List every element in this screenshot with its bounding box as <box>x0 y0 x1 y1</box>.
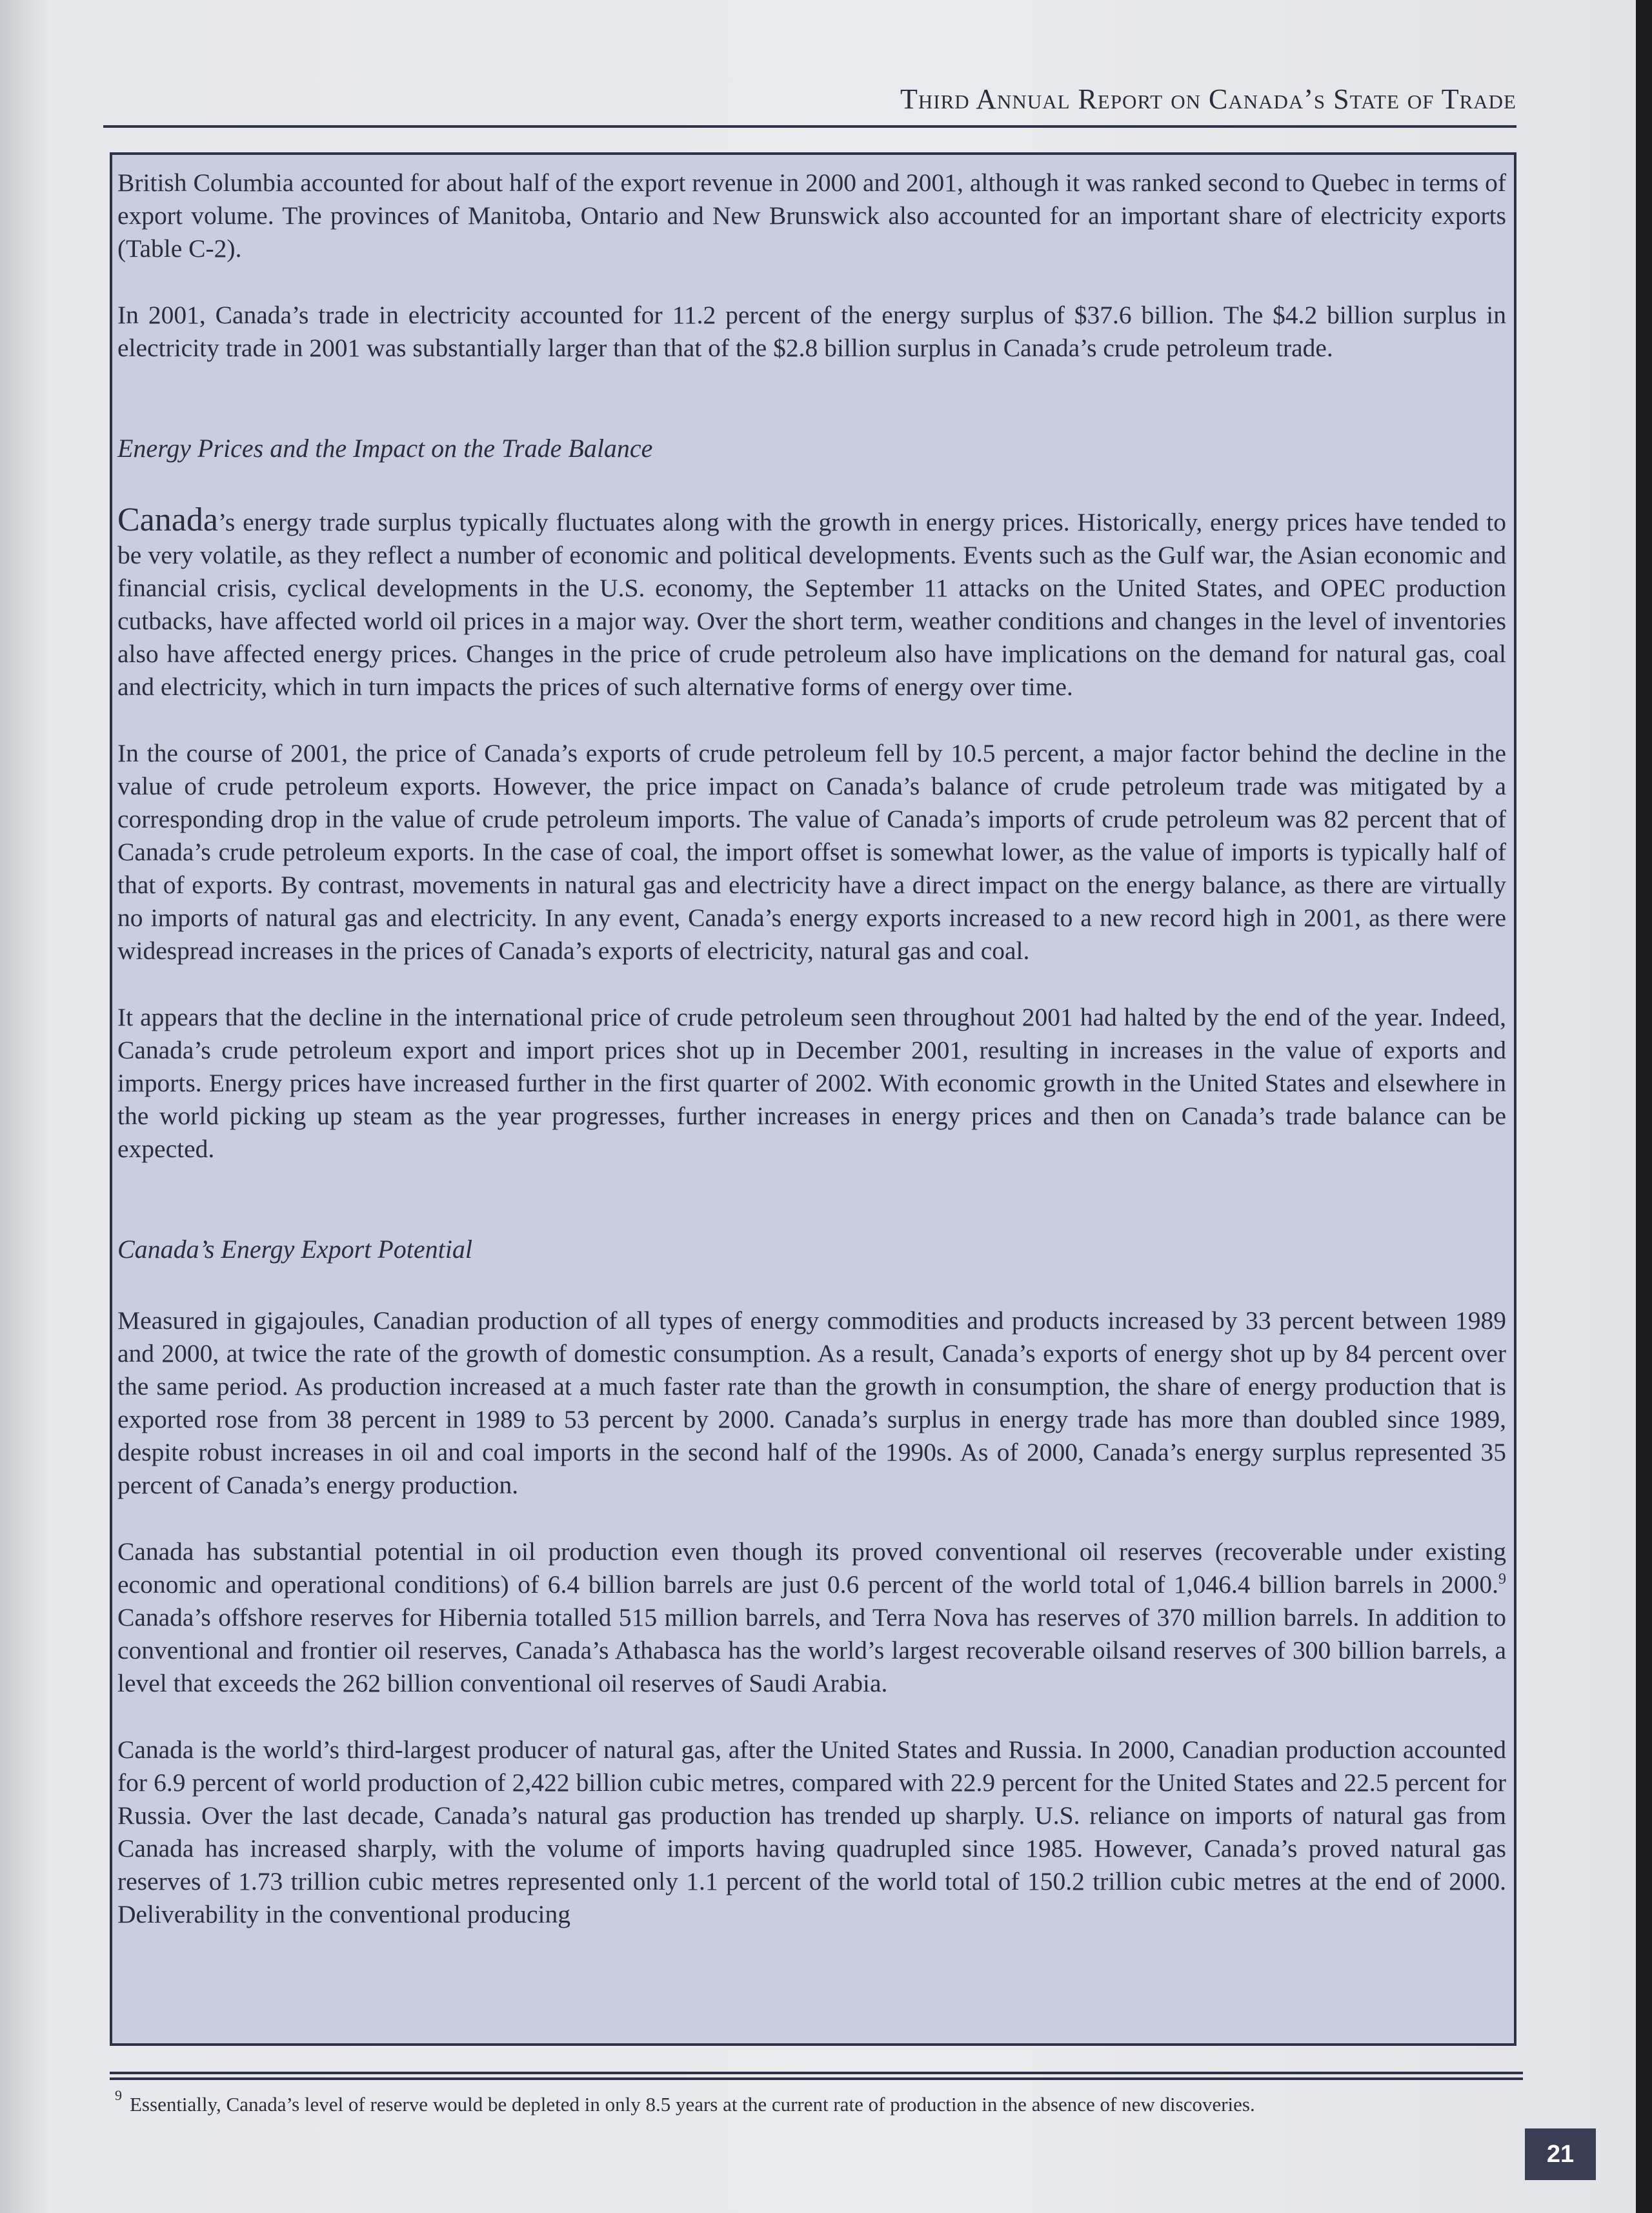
paragraph-electricity-provinces: British Columbia accounted for about half of the export revenue in 2000 and 2001, although it was ranked second to Quebec in terms of export volume. The provinces of Manitoba, Ontario and New Brunswick also accounted for an important share of electricity exports (Table C-2). <box>117 168 1506 263</box>
content-box <box>110 152 1516 2046</box>
page-number-badge: 21 <box>1525 2128 1596 2180</box>
section-heading-export-potential: Canada’s Energy Export Potential <box>117 1235 472 1264</box>
paragraph-energy-volatility <box>117 503 1506 703</box>
paragraph-lead-word: Canada <box>117 501 218 538</box>
paragraph-oil-reserves-text-b: Canada’s offshore reserves for Hibernia totalled 515 million barrels, and Terra Nova has reserves of 370 million barrels. In addition to conventional and frontier oil reserves, Canada’s Athabasca has the world’s largest recoverable oilsand reserves of 300 billion barrels, a level that exceeds the 262 billion conventional oil reserves of Saudi Arabia. <box>117 1603 1506 1697</box>
section-heading-energy-prices: Energy Prices and the Impact on the Trade Balance <box>117 434 653 463</box>
paragraph-natural-gas: Canada is the world’s third-largest producer of natural gas, after the United States and Russia. In 2000, Canadian production accounted for 6.9 percent of world production of 2,422 billion cubic metres, compared with 22.9 percent for the United States and 22.5 percent for Russia. Over the last decade, Canada’s natural gas production has trended up sharply. U.S. reliance on imports of natural gas from Canada has increased sharply, with the volume of imports having quadrupled since 1985. However, Canada’s proved natural gas reserves of 1.73 trillion cubic metres represented only 1.1 percent of the world total of 150.2 trillion cubic metres at the end of 2000. Deliverability in the conventional producing <box>117 1735 1506 1928</box>
footnote-marker: 9 <box>115 2087 122 2103</box>
footnote-divider-bottom <box>110 2077 1523 2080</box>
paragraph-oil-reserves <box>117 1535 1506 1700</box>
running-header <box>103 79 1516 128</box>
paragraph-electricity-surplus: In 2001, Canada’s trade in electricity accounted for 11.2 percent of the energy surplus of $37.6 billion. The $4.2 billion surplus in electricity trade in 2001 was substantially larger than that of the $2.8 billion surplus in Canada’s crude petroleum trade. <box>117 301 1506 362</box>
footnote <box>115 2086 1515 2123</box>
footnote-reference-marker[interactable]: 9 <box>1498 1570 1506 1588</box>
book-binding-edge <box>1636 0 1652 2213</box>
paragraph-energy-production: Measured in gigajoules, Canadian production of all types of energy commodities and products increased by 33 percent between 1989 and 2000, at twice the rate of the growth of domestic consumption. As a result, Canada’s exports of energy shot up by 84 percent over the same period. As production increased at a much faster rate than the growth in consumption, the share of energy production that is exported rose from 38 percent in 1989 to 53 percent by 2000. Canada’s surplus in energy trade has more than doubled since 1989, despite robust increases in oil and coal imports in the second half of the 1990s. As of 2000, Canada’s energy surplus represented 35 percent of Canada’s energy production. <box>117 1306 1506 1499</box>
footnote-text: Essentially, Canada’s level of reserve would be depleted in only 8.5 years at the current rate of production in the absence of new discoveries. <box>130 2093 1255 2116</box>
paragraph-price-outlook: It appears that the decline in the international price of crude petroleum seen throughout 2001 had halted by the end of the year. Indeed, Canada’s crude petroleum export and import prices shot up in December 2001, resulting in increases in the value of exports and imports. Energy prices have increased further in the first quarter of 2002. With economic growth in the United States and elsewhere in the world picking up steam as the year progresses, further increases in energy prices and then on Canada’s trade balance can be expected. <box>117 1003 1506 1163</box>
paragraph-oil-reserves-text-a: Canada has substantial potential in oil production even though its proved conventional oil reserves (recoverable under existing economic and operational conditions) of 6.4 billion barrels are just 0.6 percent of the world total of 1,046.4 billion barrels in 2000. <box>117 1537 1506 1599</box>
footnote-divider-top <box>110 2072 1523 2074</box>
paragraph-crude-price-impact: In the course of 2001, the price of Canada’s exports of crude petroleum fell by 10.5 percent, a major factor behind the decline in the value of crude petroleum exports. However, the price impact on Canada’s balance of crude petroleum trade was mitigated by a corresponding drop in the value of crude petroleum imports. The value of Canada’s imports of crude petroleum was 82 percent that of Canada’s crude petroleum exports. In the case of coal, the import offset is somewhat lower, as the value of imports is typically half of that of exports. By contrast, movements in natural gas and electricity have a direct impact on the energy balance, as there are virtually no imports of natural gas and electricity. In any event, Canada’s energy exports increased to a new record high in 2001, as there were widespread increases in the prices of Canada’s exports of electricity, natural gas and coal. <box>117 739 1506 965</box>
running-header-title: Third Annual Report on Canada’s State of Trade <box>900 83 1516 115</box>
paragraph-energy-volatility-text: ’s energy trade surplus typically fluctuates along with the growth in energy prices. Historically, energy prices have tended to be very volatile, as they reflect a number of economic and political developments. Events such as the Gulf war, the Asian economic and financial crisis, cyclical developments in the U.S. economy, the September 11 attacks on the United States, and OPEC production cutbacks, have affected world oil prices in a major way. Over the short term, weather conditions and changes in the level of inventories also have affected energy prices. Changes in the price of crude petroleum also have implications on the demand for natural gas, coal and electricity, which in turn impacts the prices of such alternative forms of energy over time. <box>117 508 1506 701</box>
